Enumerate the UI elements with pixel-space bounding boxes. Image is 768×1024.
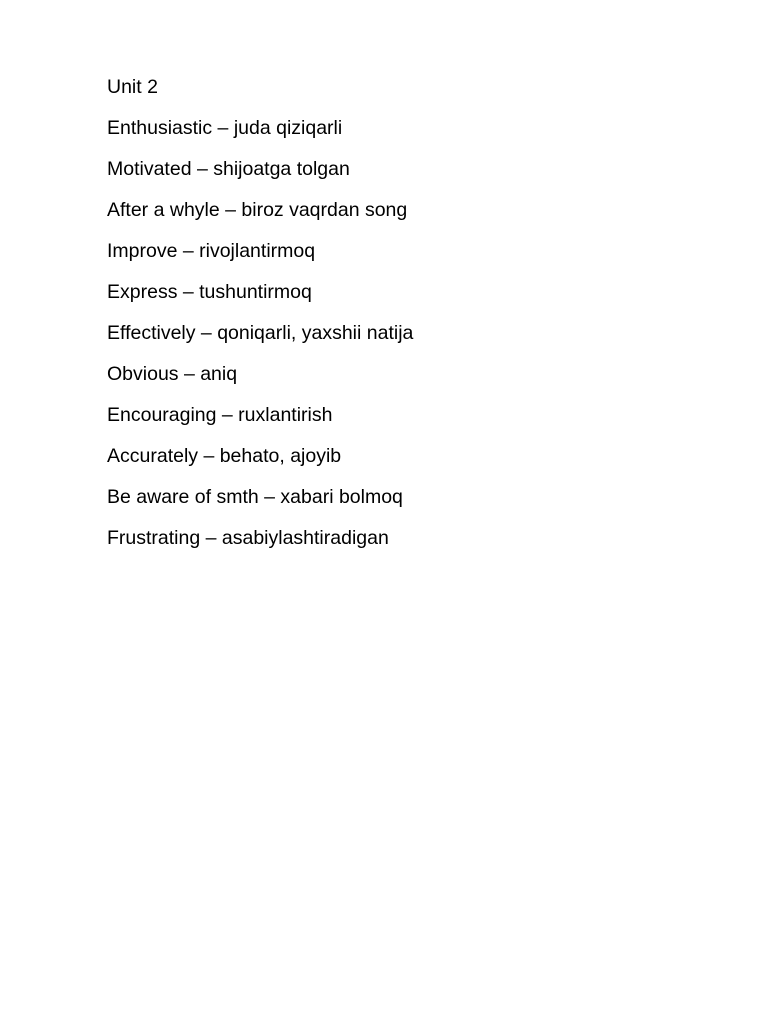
vocabulary-entry-frustrating: Frustrating – asabiylashtiradigan bbox=[107, 527, 389, 549]
vocabulary-entry-after-a-whyle: After a whyle – biroz vaqrdan song bbox=[107, 199, 408, 221]
vocabulary-entry-be-aware-of-smth: Be aware of smth – xabari bolmoq bbox=[107, 486, 403, 508]
vocabulary-entry-improve: Improve – rivojlantirmoq bbox=[107, 240, 316, 262]
vocabulary-entry-obvious: Obvious – aniq bbox=[107, 363, 238, 385]
vocabulary-entry-effectively: Effectively – qoniqarli, yaxshii natija bbox=[107, 322, 414, 344]
unit-title: Unit 2 bbox=[107, 76, 158, 98]
vocabulary-entry-motivated: Motivated – shijoatga tolgan bbox=[107, 158, 350, 180]
vocabulary-entry-accurately: Accurately – behato, ajoyib bbox=[107, 445, 342, 467]
vocabulary-list bbox=[107, 116, 727, 550]
vocabulary-entry-express: Express – tushuntirmoq bbox=[107, 281, 312, 303]
vocabulary-content bbox=[107, 75, 727, 567]
vocabulary-entry-enthusiastic: Enthusiastic – juda qiziqarli bbox=[107, 117, 343, 139]
vocabulary-entry-encouraging: Encouraging – ruxlantirish bbox=[107, 404, 333, 426]
